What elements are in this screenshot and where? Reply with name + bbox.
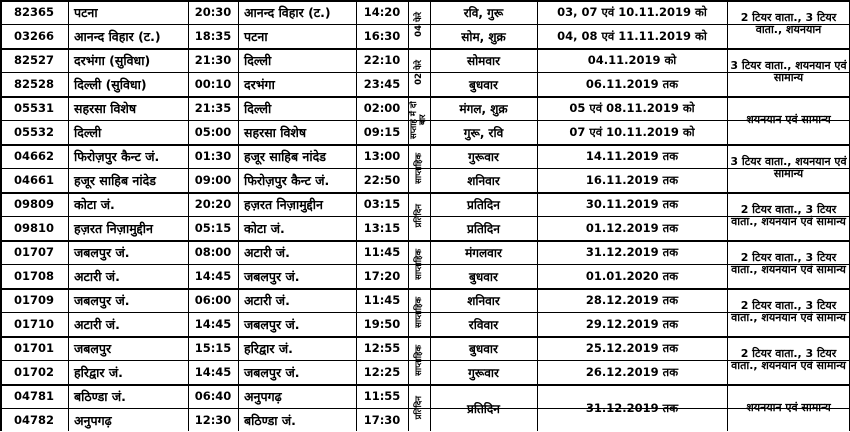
frequency-text: साप्ताहिक	[413, 248, 424, 280]
origin-station: हजूर साहिब नांदेड	[74, 172, 156, 188]
departure-time: 14:45	[194, 317, 232, 331]
arrival-time: 22:10	[363, 53, 401, 67]
run-days: रवि, गुरू	[463, 5, 504, 20]
run-days: गुरूवार	[468, 365, 499, 380]
run-days: शनिवार	[467, 293, 500, 308]
coach-classes: 3 टियर वाता., शयनयान एवं सामान्य	[730, 59, 847, 84]
destination-station: दरभंगा	[244, 76, 275, 92]
run-days: मंगलवार	[465, 245, 502, 260]
arrival-time: 03:15	[363, 197, 401, 211]
row-divider	[0, 216, 850, 217]
departure-time: 06:40	[194, 389, 232, 403]
train-number: 01701	[13, 341, 54, 355]
destination-station: जबलपुर जं.	[244, 268, 300, 284]
column-divider	[0, 0, 2, 431]
row-divider	[0, 288, 850, 290]
frequency-text: प्रतिदिन	[413, 396, 424, 420]
validity-dates: 04.11.2019 को	[587, 52, 677, 67]
row-divider	[0, 72, 850, 73]
arrival-time: 09:15	[363, 125, 401, 139]
arrival-time: 11:45	[363, 293, 401, 307]
coach-classes: 2 टियर वाता., 3 टियर वाता., शयनयान एवं सामान्य	[731, 203, 846, 228]
origin-station: अनुपगढ़	[74, 412, 112, 428]
run-days: प्रतिदिन	[467, 401, 500, 416]
departure-time: 08:00	[194, 245, 232, 259]
run-days: बुधवार	[469, 77, 498, 92]
row-divider	[0, 264, 850, 265]
destination-station: फिरोज़पुर कैन्ट जं.	[244, 172, 330, 188]
origin-station: जबलपुर	[74, 340, 112, 356]
train-number: 01707	[13, 245, 54, 259]
validity-dates: 14.11.2019 तक	[585, 148, 679, 163]
run-days: प्रतिदिन	[467, 197, 500, 212]
destination-station: अटारी जं.	[244, 292, 290, 308]
train-number: 09809	[13, 197, 54, 211]
validity-dates: 06.11.2019 तक	[585, 76, 679, 91]
arrival-time: 12:25	[363, 365, 401, 379]
validity-dates: 01.12.2019 तक	[585, 220, 679, 235]
frequency-text: प्रतिदिन	[413, 204, 424, 228]
origin-station: हरिद्वार जं.	[74, 364, 123, 380]
arrival-time: 12:55	[363, 341, 401, 355]
coach-classes: 2 टियर वाता., 3 टियर वाता., शयनयान एवं सामान्य	[731, 251, 846, 276]
train-number: 04782	[13, 413, 54, 427]
row-divider	[0, 0, 850, 2]
destination-station: दिल्ली	[244, 100, 272, 116]
column-divider	[188, 0, 189, 431]
departure-time: 14:45	[194, 365, 232, 379]
run-days: प्रतिदिन	[467, 221, 500, 236]
origin-station: आनन्द विहार (ट.)	[74, 28, 161, 44]
origin-station: जबलपुर जं.	[74, 292, 130, 308]
destination-station: दिल्ली	[244, 52, 272, 68]
destination-station: जबलपुर जं.	[244, 364, 300, 380]
run-days: गुरूवार	[468, 149, 499, 164]
column-divider	[408, 0, 409, 431]
destination-station: पटना	[244, 28, 268, 44]
train-number: 01710	[13, 317, 54, 331]
departure-time: 15:15	[194, 341, 232, 355]
destination-station: हज़रत निज़ामुद्दीन	[244, 196, 323, 212]
departure-time: 21:30	[194, 53, 232, 67]
origin-station: कोटा जं.	[74, 196, 115, 212]
validity-dates: 16.11.2019 तक	[585, 172, 679, 187]
coach-classes: 2 टियर वाता., 3 टियर वाता., शयनयान	[740, 11, 837, 36]
arrival-time: 22:50	[363, 173, 401, 187]
validity-dates: 25.12.2019 तक	[585, 340, 679, 355]
run-days: मंगल, शुक्र	[459, 101, 508, 116]
validity-dates: 31.12.2019 तक	[585, 244, 679, 259]
train-number: 05531	[13, 101, 54, 115]
train-number: 82365	[13, 5, 54, 19]
origin-station: दिल्ली	[74, 124, 102, 140]
train-number: 82527	[13, 53, 54, 67]
row-divider	[0, 408, 850, 409]
train-number: 82528	[13, 77, 54, 91]
validity-dates: 28.12.2019 तक	[585, 292, 679, 307]
row-divider	[0, 120, 850, 121]
row-divider	[0, 336, 850, 338]
row-divider	[0, 48, 850, 50]
run-days: गुरू, रवि	[463, 125, 504, 140]
destination-station: हरिद्वार जं.	[244, 340, 293, 356]
run-days: बुधवार	[469, 341, 498, 356]
departure-time: 12:30	[194, 413, 232, 427]
origin-station: सहरसा विशेष	[74, 100, 137, 116]
validity-dates: 04, 08 एवं 11.11.2019 को	[557, 28, 707, 43]
destination-station: हजूर साहिब नांदेड	[244, 148, 326, 164]
arrival-time: 13:15	[363, 221, 401, 235]
arrival-time: 23:45	[363, 77, 401, 91]
frequency-text: साप्ताहिक	[413, 344, 424, 376]
validity-dates: 29.12.2019 तक	[585, 316, 679, 331]
arrival-time: 14:20	[363, 5, 401, 19]
origin-station: हज़रत निज़ामुद्दीन	[74, 220, 153, 236]
row-divider	[0, 144, 850, 146]
arrival-time: 02:00	[363, 101, 401, 115]
validity-dates: 26.12.2019 तक	[585, 364, 679, 379]
coach-classes: 2 टियर वाता., 3 टियर वाता., शयनयान एवं सामान्य	[731, 347, 846, 372]
origin-station: जबलपुर जं.	[74, 244, 130, 260]
frequency-text: साप्ताहिक	[413, 152, 424, 184]
row-divider	[0, 312, 850, 313]
validity-dates: 01.01.2020 तक	[585, 268, 679, 283]
validity-dates: 30.11.2019 तक	[585, 196, 679, 211]
run-days: सोम, शुक्र	[461, 29, 506, 44]
destination-station: आनन्द विहार (ट.)	[244, 4, 331, 20]
destination-station: कोटा जं.	[244, 220, 285, 236]
coach-classes: 2 टियर वाता., 3 टियर वाता., शयनयान एवं सामान्य	[731, 299, 846, 324]
frequency-text: 04 फेरे	[413, 11, 424, 37]
train-number: 05532	[13, 125, 54, 139]
departure-time: 06:00	[194, 293, 232, 307]
arrival-time: 17:30	[363, 413, 401, 427]
arrival-time: 13:00	[363, 149, 401, 163]
origin-station: फिरोज़पुर कैन्ट जं.	[74, 148, 160, 164]
train-number: 01708	[13, 269, 54, 283]
frequency-text: 02 फेरे	[413, 59, 424, 85]
departure-time: 05:15	[194, 221, 232, 235]
departure-time: 05:00	[194, 125, 232, 139]
column-divider	[68, 0, 69, 431]
departure-time: 00:10	[194, 77, 232, 91]
run-days: शनिवार	[467, 173, 500, 188]
column-divider	[430, 0, 431, 431]
row-divider	[0, 168, 850, 169]
destination-station: सहरसा विशेष	[244, 124, 307, 140]
arrival-time: 11:45	[363, 245, 401, 259]
train-number: 09810	[13, 221, 54, 235]
departure-time: 20:30	[194, 5, 232, 19]
row-divider	[0, 360, 850, 361]
arrival-time: 16:30	[363, 29, 401, 43]
origin-station: अटारी जं.	[74, 316, 120, 332]
departure-time: 01:30	[194, 149, 232, 163]
validity-dates: 05 एवं 08.11.2019 को	[569, 100, 695, 115]
departure-time: 21:35	[194, 101, 232, 115]
row-divider	[0, 24, 850, 25]
origin-station: दरभंगा (सुविधा)	[74, 52, 151, 68]
row-divider	[0, 96, 850, 98]
train-number: 01702	[13, 365, 54, 379]
column-divider	[356, 0, 357, 431]
destination-station: अनुपगढ़	[244, 388, 282, 404]
origin-station: बठिण्डा जं.	[74, 388, 126, 404]
coach-classes: 3 टियर वाता., शयनयान एवं सामान्य	[730, 155, 847, 180]
destination-station: बठिण्डा जं.	[244, 412, 296, 428]
destination-station: अटारी जं.	[244, 244, 290, 260]
frequency-text: साप्ताहिक	[413, 296, 424, 328]
run-days: बुधवार	[469, 269, 498, 284]
row-divider	[0, 384, 850, 386]
validity-dates: 07 एवं 10.11.2019 को	[569, 124, 695, 139]
run-days: सोमवार	[466, 53, 501, 68]
arrival-time: 17:20	[363, 269, 401, 283]
train-number: 04781	[13, 389, 54, 403]
train-number: 04662	[13, 149, 54, 163]
coach-classes: शयनयान एवं सामान्य	[746, 113, 831, 126]
frequency-text: सप्ताह में दो बार	[409, 101, 428, 139]
destination-station: जबलपुर जं.	[244, 316, 300, 332]
arrival-time: 19:50	[363, 317, 401, 331]
arrival-time: 11:55	[363, 389, 401, 403]
coach-classes: शयनयान एवं सामान्य	[746, 401, 831, 414]
departure-time: 14:45	[194, 269, 232, 283]
origin-station: पटना	[74, 4, 98, 20]
column-divider	[727, 0, 728, 431]
origin-station: अटारी जं.	[74, 268, 120, 284]
train-number: 03266	[13, 29, 54, 43]
column-divider	[238, 0, 239, 431]
departure-time: 09:00	[194, 173, 232, 187]
train-number: 01709	[13, 293, 54, 307]
origin-station: दिल्ली (सुविधा)	[74, 76, 147, 92]
column-divider	[537, 0, 538, 431]
departure-time: 20:20	[194, 197, 232, 211]
validity-dates: 31.12.2019 तक	[585, 400, 679, 415]
departure-time: 18:35	[194, 29, 232, 43]
train-number: 04661	[13, 173, 54, 187]
row-divider	[0, 192, 850, 194]
run-days: रविवार	[468, 317, 499, 332]
row-divider	[0, 240, 850, 242]
validity-dates: 03, 07 एवं 10.11.2019 को	[557, 4, 707, 19]
